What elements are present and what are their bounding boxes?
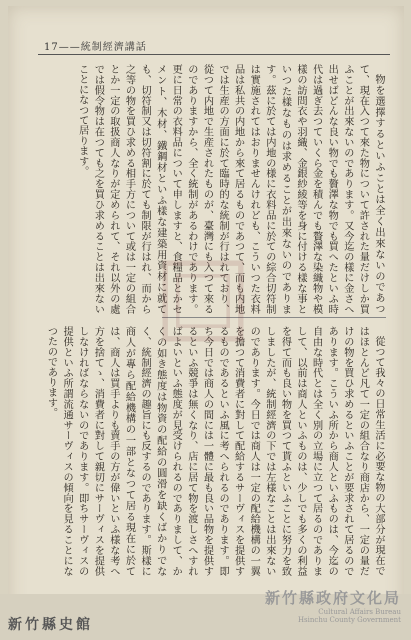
- county-history-hall-logo: 新竹縣史館: [8, 617, 93, 633]
- culture-bureau-name-en-2: Hsinchu County Government: [297, 616, 401, 624]
- lower-paragraph: 從つて我々の日常生活に必要な物の大部分が現在ではほとんど凡て一定の組合なり商店から、一定の量だけの物を買ひ求めるといふことが要求されて居るのであります。こういふ所から商人といふものは、今迄の自由な時代とは全く別の立場に立つて居るのでありまして、以前は商人といふものは、少しでも多くの利益を得て而も良い物を買つて貰ふといふことに努力を致しましたが、統制經濟の下では左様なことは出來ないのであります。今日では商人は一定の配給機構の一翼を擔つて消費者に對して配給するサーヴィスを提供するものであるといふ風に考へられるのであります。即ち今日では商人の間には一體に最も良い品物を提供するといふ競爭は無くなり、店に居て物を渡しさへすればよいといふ態度が見受けられるのでありまして、かくの如き態度は物資の配給の圓滑を缺くばかりでなく、統制經濟の趣旨にも反するのであります。斯樣に商人が專ら配給機構の一部となつて居る現在に於ては、商人は買手よりも賣手の方が偉いといふ様な考へ方を捨てゝ、消費者に對して親切にサーヴィスを提供しなければならないのであります。即ちサーヴィスの提供といふ所謂流通サーヴィスの傾向を見ることになつたのであります。: [45, 326, 384, 576]
- culture-bureau-name-cn: 新竹縣政府文化局: [264, 589, 401, 607]
- culture-bureau-name-en-1: Cultural Affairs Bureau: [318, 608, 401, 616]
- header-rule: [38, 54, 390, 55]
- archive-footer: [0, 589, 411, 640]
- upper-paragraph: 物を選擇するといふことは全く出來ないのであつて、現在入つて來た物について許された量だけしか買ふことが出來ないのであります。又今迄の樣に金さへ出せばどんな良い物でも贅澤な物でも買へたといふ時代は過ぎ去つていくら金を積んでも贅澤な染織物や模樣の訪問衣や羽織、金銀紗綾等を身に付ける樣な事といつた樣なものは求めることが出來ないのであります。茲に於ては内地の様に衣料品に於ての綜合切符制は實施されてはおりませんけれども、こういつた衣料品は私共の内地から來て居るものであつて、而も内地では生産の方面に於て臨時的な統制が行はれており、從つて内地で生産されたものが、臺灣にも入つて來るのでありますから、全く統制があるわけであります。更に日常の衣料品について申しますと、食糧品とかセメント、木材、鐵鋼材といふ樣な建築用資材に就ても、切符制又は切符割に於ても制限が行はれ、而から之等の物を買ひ求める相手方について或は一定の組合とか一定の取扱商人なりが定められて、それ以外の處では假令物は在つても之を買ひ求めることは出來ないことになつて居ります。: [76, 64, 384, 314]
- culture-bureau-logo: [265, 587, 401, 624]
- lower-text-block: [42, 326, 386, 576]
- running-header: 17——統制經濟講話: [44, 42, 147, 53]
- page-sheet: [8, 6, 404, 634]
- faint-seal-stamp-icon: [158, 256, 248, 346]
